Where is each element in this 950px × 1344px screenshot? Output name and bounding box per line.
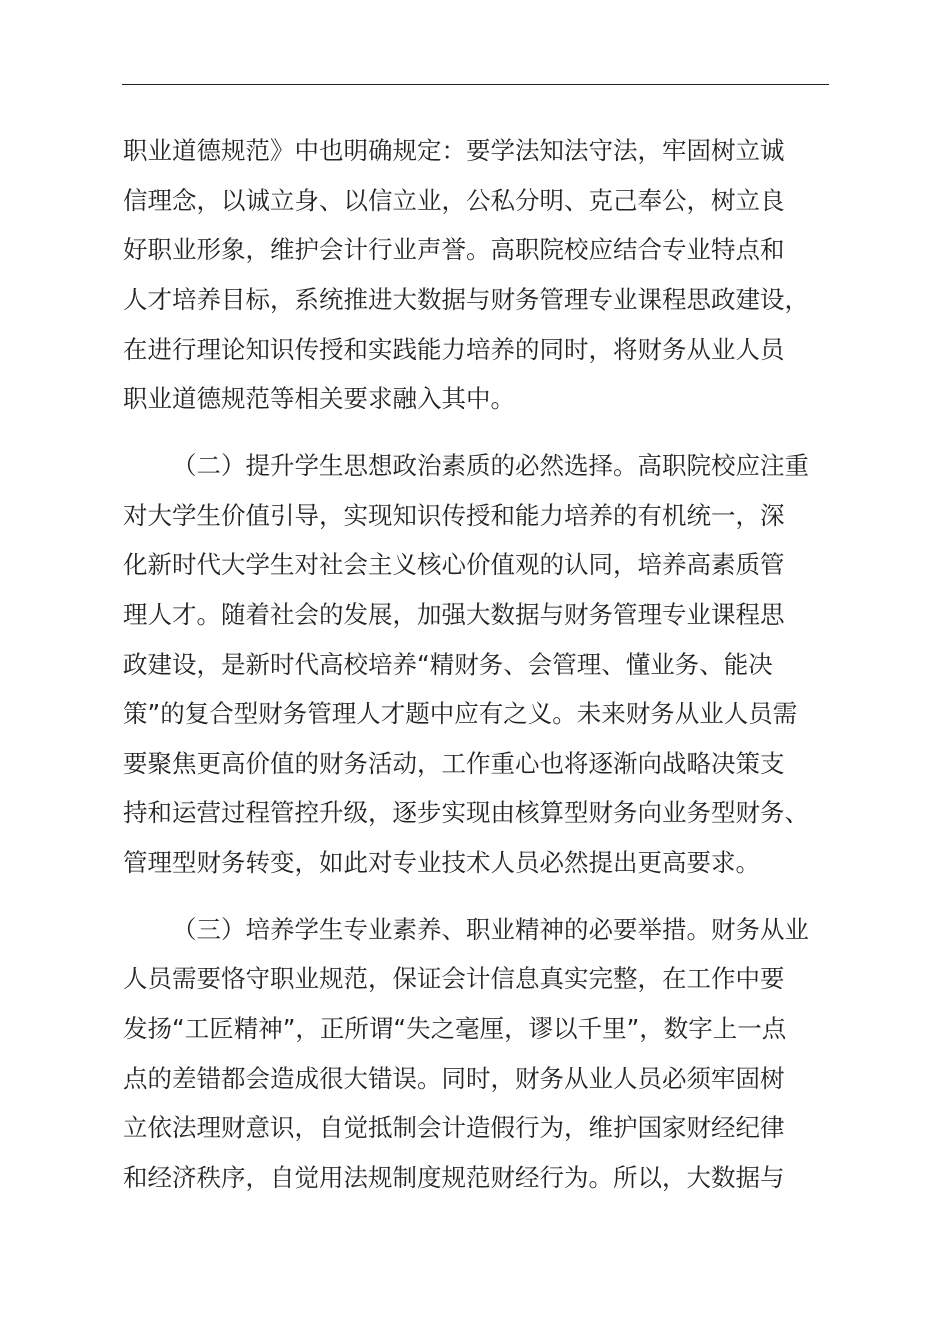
text-line: 立依法理财意识，自觉抵制会计造假行为，维护国家财经纪律 xyxy=(123,1113,785,1142)
text-line: 和经济秩序，自觉用法规制度规范财经行为。所以，大数据与 xyxy=(123,1163,785,1192)
text-line: 理人才。随着社会的发展，加强大数据与财务管理专业课程思 xyxy=(123,600,785,629)
text-line: 好职业形象，维护会计行业声誉。高职院校应结合专业特点和 xyxy=(123,235,785,264)
header-rule xyxy=(122,84,829,85)
text-line: 策”的复合型财务管理人才题中应有之义。未来财务从业人员需 xyxy=(123,699,798,728)
text-line: 职业道德规范等相关要求融入其中。 xyxy=(123,384,515,413)
text-line: 人才培养目标，系统推进大数据与财务管理专业课程思政建设， xyxy=(123,285,809,314)
text-line: 管理型财务转变，如此对专业技术人员必然提出更高要求。 xyxy=(123,848,760,877)
text-line: 人员需要恪守职业规范，保证会计信息真实完整，在工作中要 xyxy=(123,964,785,993)
text-line: （二）提升学生思想政治素质的必然选择。高职院校应注重 xyxy=(172,451,809,480)
text-line: 信理念，以诚立身、以信立业，公私分明、克己奉公，树立良 xyxy=(123,186,785,215)
text-line: 职业道德规范》中也明确规定：要学法知法守法，牢固树立诚 xyxy=(123,136,785,165)
text-line: 发扬“工匠精神”，正所谓“失之毫厘，谬以千里”，数字上一点 xyxy=(123,1014,787,1043)
text-line: 点的差错都会造成很大错误。同时，财务从业人员必须牢固树 xyxy=(123,1064,785,1093)
text-line: 政建设，是新时代高校培养“精财务、会管理、懂业务、能决 xyxy=(123,650,773,679)
text-line: 化新时代大学生对社会主义核心价值观的认同，培养高素质管 xyxy=(123,550,785,579)
text-line: （三）培养学生专业素养、职业精神的必要举措。财务从业 xyxy=(172,915,809,944)
text-line: 持和运营过程管控升级，逐步实现由核算型财务向业务型财务、 xyxy=(123,798,809,827)
text-line: 要聚焦更高价值的财务活动，工作重心也将逐渐向战略决策支 xyxy=(123,749,785,778)
text-line: 在进行理论知识传授和实践能力培养的同时，将财务从业人员 xyxy=(123,335,785,364)
text-line: 对大学生价值引导，实现知识传授和能力培养的有机统一，深 xyxy=(123,501,785,530)
